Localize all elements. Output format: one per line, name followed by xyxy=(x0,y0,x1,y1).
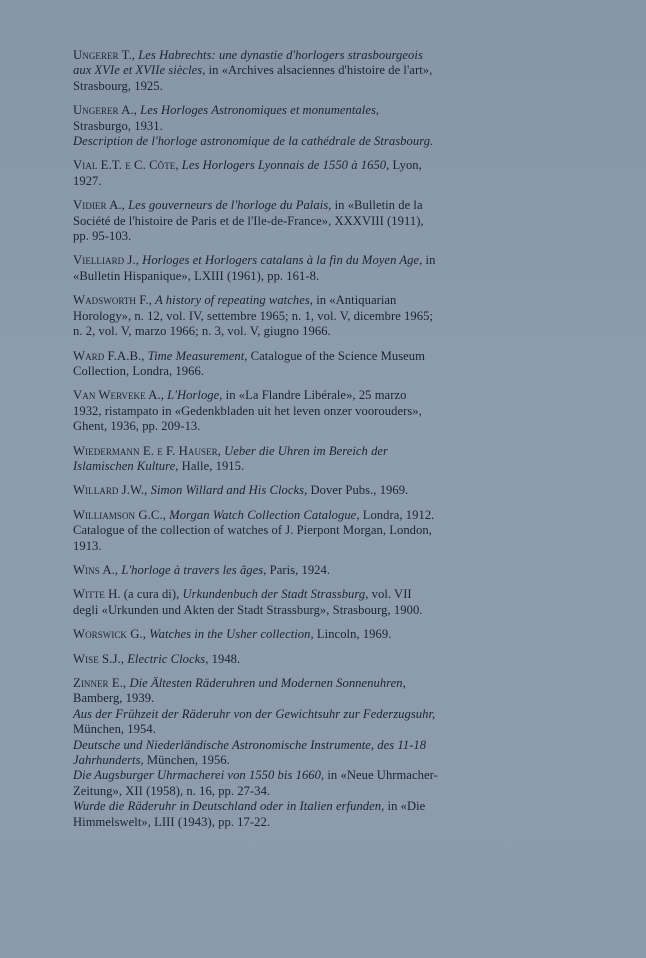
author-name: Ungerer T., xyxy=(73,48,136,62)
entry-line xyxy=(73,815,513,830)
entry-line xyxy=(73,388,513,403)
author-name: Wise S.J., xyxy=(73,651,124,666)
bibliography-entry xyxy=(73,293,513,339)
citation-text: pp. 95-103. xyxy=(73,229,132,244)
author-name: Witte H. xyxy=(73,587,121,602)
entry-line xyxy=(73,799,513,814)
citation-text: 1948. xyxy=(208,651,241,666)
author-name: Ward F.A.B., xyxy=(73,348,145,363)
entry-line xyxy=(73,119,513,134)
bibliography-entry xyxy=(73,253,513,284)
citation-text: Catalogue of the Science Museum xyxy=(247,348,425,363)
bibliography-entry xyxy=(73,48,513,94)
citation-text: Catalogue of the collection of watches of J. Pierpont Morgan, London, xyxy=(73,523,432,538)
citation-text: 1913. xyxy=(73,538,102,553)
work-title: Aus der Frühzeit der Räderuhr von der Gewichtsuhr zur Federzugsuhr, xyxy=(73,706,436,721)
work-title: Watches in the Usher collection, xyxy=(149,627,314,642)
citation-text: in «Antiquarian xyxy=(313,293,397,308)
citation-text: Strasburgo, 1931. xyxy=(73,118,163,133)
citation-text: 1932, ristampato in «Gedenkbladen uit het leven onzer voorouders», xyxy=(73,403,422,418)
entry-line xyxy=(73,63,513,78)
entry-line xyxy=(73,563,513,578)
work-title: L'Horloge, xyxy=(167,388,223,403)
bibliography-entry xyxy=(73,508,513,554)
entry-line xyxy=(73,198,513,213)
citation-text: in «Die xyxy=(384,799,426,814)
work-title: Description de l'horloge astronomique de la cathédrale de Strasbourg. xyxy=(73,134,434,149)
work-title: Ueber die Uhren im Bereich der xyxy=(224,443,389,458)
entry-line xyxy=(73,214,513,229)
work-title: Time Measurement, xyxy=(147,348,248,363)
entry-line xyxy=(73,309,513,324)
entry-line xyxy=(73,508,513,523)
bibliography-page xyxy=(73,48,513,839)
bibliography-entry xyxy=(73,388,513,434)
entry-line xyxy=(73,404,513,419)
citation-text: Bamberg, 1939. xyxy=(73,691,155,706)
citation-text: n. 2, vol. V, marzo 1966; n. 3, vol. V, giugno 1966. xyxy=(73,324,331,339)
author-name: Wins A., xyxy=(73,562,119,577)
entry-line xyxy=(73,444,513,459)
work-title: Die Augsburger Uhrmacherei von 1550 bis 1660, xyxy=(73,768,325,783)
entry-line xyxy=(73,134,513,149)
work-title: Urkundenbuch der Stadt Strassburg, xyxy=(182,587,369,602)
citation-text: Londra, 1912. xyxy=(359,507,435,522)
citation-text: Ghent, 1936, pp. 209-13. xyxy=(73,419,201,434)
citation-text: (a cura di), xyxy=(120,587,183,602)
entry-line xyxy=(73,269,513,284)
work-title: Islamischen Kulture, xyxy=(73,458,179,473)
work-title: Les Habrechts: une dynastie d'horlogers strasbourgeois xyxy=(138,48,423,62)
entry-line xyxy=(73,419,513,434)
citation-text: degli «Urkunden und Akten der Stadt Strassburg», Strasbourg, 1900. xyxy=(73,602,423,617)
author-name: Vidier A., xyxy=(73,198,125,213)
citation-text: Horology», n. 12, vol. IV, settembre 1965; n. 1, vol. V, dicembre 1965; xyxy=(73,308,433,323)
citation-text: Lincoln, 1969. xyxy=(313,627,392,642)
entry-line xyxy=(73,539,513,554)
entry-line xyxy=(73,523,513,538)
entry-line xyxy=(73,652,513,667)
entry-line xyxy=(73,324,513,339)
citation-text: in «Archives alsaciennes d'histoire de l'art», xyxy=(205,63,433,78)
entry-line xyxy=(73,229,513,244)
bibliography-entry xyxy=(73,198,513,244)
entry-line xyxy=(73,676,513,691)
entry-line xyxy=(73,79,513,94)
bibliography-list xyxy=(73,48,513,830)
entry-line xyxy=(73,753,513,768)
entry-line xyxy=(73,691,513,706)
author-name: Willard J.W., xyxy=(73,483,148,498)
entry-line xyxy=(73,158,513,173)
citation-text: Zeitung», XII (1958), n. 16, pp. 27-34. xyxy=(73,783,271,798)
work-title: Simon Willard and His Clocks, xyxy=(150,483,308,498)
entry-line xyxy=(73,738,513,753)
citation-text: Paris, 1924. xyxy=(266,562,331,577)
citation-text: Lyon, xyxy=(389,158,422,173)
entry-line xyxy=(73,603,513,618)
work-title: A history of repeating watches, xyxy=(155,293,314,308)
author-name: Zinner E., xyxy=(73,676,127,690)
entry-line xyxy=(73,707,513,722)
entry-line xyxy=(73,768,513,783)
work-title: Morgan Watch Collection Catalogue, xyxy=(169,507,360,522)
entry-line xyxy=(73,627,513,642)
author-name: Vielliard J., xyxy=(73,253,139,268)
citation-text: «Bulletin Hispanique», LXIII (1961), pp. 161-8. xyxy=(73,268,320,283)
author-name: Worswick G., xyxy=(73,627,147,642)
entry-line xyxy=(73,722,513,737)
bibliography-entry xyxy=(73,444,513,475)
author-name: Wiedermann E. e F. Hauser, xyxy=(73,443,221,458)
citation-text: München, 1956. xyxy=(143,753,230,768)
work-title: Les gouverneurs de l'horloge du Palais, xyxy=(128,198,332,213)
bibliography-entry xyxy=(73,676,513,830)
author-name: Williamson G.C., xyxy=(73,507,166,522)
citation-text: 1927. xyxy=(73,173,102,188)
citation-text: Himmelswelt», LIII (1943), pp. 17-22. xyxy=(73,814,271,829)
citation-text: in «Neue Uhrmacher- xyxy=(324,768,438,783)
author-name: Van Werveke A., xyxy=(73,388,164,403)
citation-text: Dover Pubs., 1969. xyxy=(307,483,409,498)
work-title: Electric Clocks, xyxy=(127,651,209,666)
author-name: Ungerer A., xyxy=(73,103,137,118)
citation-text: in xyxy=(422,253,436,268)
work-title: Wurde die Räderuhr in Deutschland oder in Italien erfunden, xyxy=(73,799,385,814)
citation-text: in «La Flandre Libérale», 25 marzo xyxy=(222,388,407,403)
author-name: Wadsworth F., xyxy=(73,293,152,308)
citation-text: in «Bulletin de la xyxy=(331,198,423,213)
citation-text: Collection, Londra, 1966. xyxy=(73,363,205,378)
bibliography-entry xyxy=(73,563,513,578)
work-title: L'horloge à travers les âges, xyxy=(121,562,267,577)
bibliography-entry xyxy=(73,587,513,618)
entry-line xyxy=(73,103,513,118)
bibliography-entry xyxy=(73,652,513,667)
bibliography-entry xyxy=(73,103,513,149)
entry-line xyxy=(73,784,513,799)
work-title: aux XVIe et XVIIe siècles, xyxy=(73,63,206,78)
bibliography-entry xyxy=(73,349,513,380)
entry-line xyxy=(73,587,513,602)
work-title: Jahrhunderts, xyxy=(73,753,144,768)
work-title: Les Horlogers Lyonnais de 1550 à 1650, xyxy=(181,158,390,173)
citation-text: vol. VII xyxy=(368,587,412,602)
bibliography-entry xyxy=(73,483,513,498)
entry-line xyxy=(73,253,513,268)
entry-line xyxy=(73,483,513,498)
citation-text: Société de l'histoire de Paris et de l'Ile-de-France», XXXVIII (1911), xyxy=(73,213,424,228)
citation-text: Strasbourg, 1925. xyxy=(73,78,163,93)
entry-line xyxy=(73,349,513,364)
bibliography-entry xyxy=(73,158,513,189)
bibliography-entry xyxy=(73,627,513,642)
work-title: Die Ältesten Räderuhren und Modernen Sonnenuhren, xyxy=(129,676,406,690)
entry-line xyxy=(73,459,513,474)
work-title: Deutsche und Niederländische Astronomische Instrumente, des 11-18 xyxy=(73,737,427,752)
citation-text: Halle, 1915. xyxy=(178,458,245,473)
work-title: Horloges et Horlogers catalans à la fin du Moyen Age, xyxy=(142,253,423,268)
entry-line xyxy=(73,48,513,63)
entry-line xyxy=(73,174,513,189)
work-title: Les Horloges Astronomiques et monumentales, xyxy=(140,103,380,118)
author-name: Vial E.T. e C. Côte, xyxy=(73,158,179,173)
entry-line xyxy=(73,364,513,379)
entry-line xyxy=(73,293,513,308)
citation-text: München, 1954. xyxy=(73,722,156,737)
